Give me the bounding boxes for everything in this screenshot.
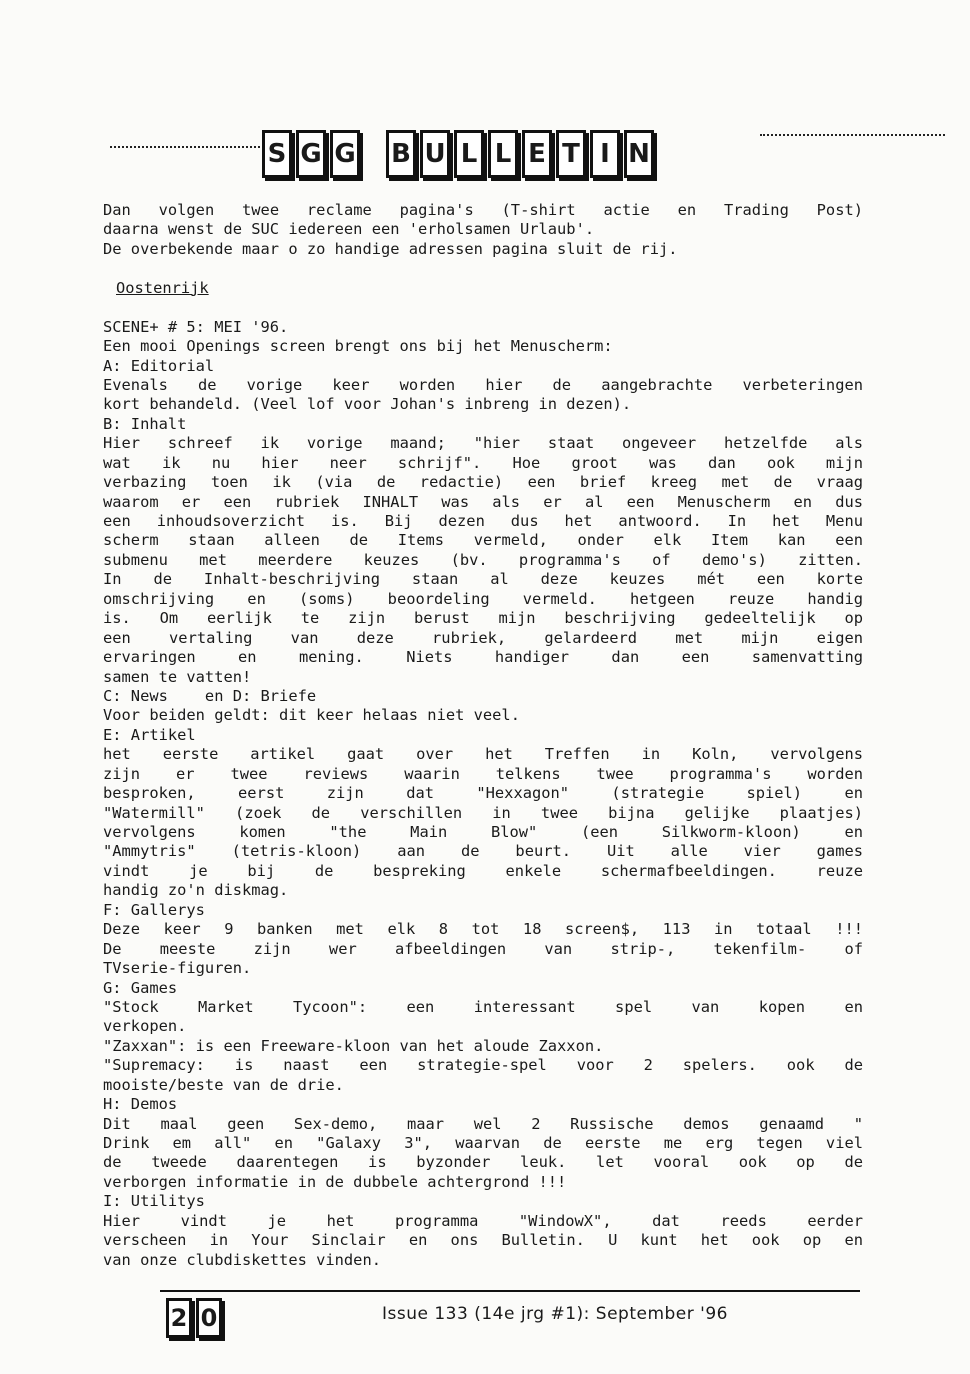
- body-line: de tweede daarentegen is byzonder leuk. let vooral ook op de: [103, 1153, 863, 1172]
- body-line: Dan volgen twee reclame pagina's (T-shirt actie en Trading Post): [103, 201, 863, 219]
- body-line: is. Om eerlijk te zijn berust mijn beschrijving gedeeltelijk op: [103, 609, 863, 628]
- body-line: G: Games: [103, 978, 178, 997]
- body-line: SCENE+ # 5: MEI '96.: [103, 317, 289, 336]
- body-line: verbazing toen ik (via de redactie) een brief kreeg met de vraag: [103, 473, 863, 492]
- sgg-bulletin-logo: [262, 130, 680, 178]
- body-line: scherm staan alleen de Items vermeld, onder elk Item kan een: [103, 531, 863, 550]
- body-line: waarom er een rubriek INHALT was als er al een Menuscherm en dus: [103, 492, 863, 511]
- page-footer: [160, 1290, 860, 1340]
- body-line: Hier schreef ik vorige maand; "hier staat ongeveer hetzelfde als: [103, 434, 863, 453]
- body-line: omschrijving en (soms) beoordeling vermeld. hetgeen reuze handig: [103, 589, 863, 608]
- body-line: submenu met meerdere keuzes (bv. programma's of demo's) zitten.: [103, 550, 863, 569]
- body-line: een vertaling van deze rubriek, gelardeerd met mijn eigen: [103, 628, 863, 647]
- body-line: besproken, eerst zijn dat "Hexxagon" (strategie spiel) en: [103, 784, 863, 803]
- body-line: het eerste artikel gaat over het Treffen in Koln, vervolgens: [103, 745, 863, 764]
- body-line: van onze clubdiskettes vinden.: [103, 1250, 381, 1269]
- logo-letter: L: [488, 130, 518, 178]
- body-line: A: Editorial: [103, 356, 215, 375]
- body-line: verkopen.: [103, 1017, 187, 1036]
- body-line: De overbekende maar o zo handige adressen pagina sluit de rij.: [103, 239, 678, 258]
- body-line: Dit maal geen Sex-demo, maar wel 2 Russische demos genaamd ": [103, 1114, 863, 1133]
- logo-letter: L: [454, 130, 484, 178]
- body-line: E: Artikel: [103, 725, 196, 744]
- logo-word-sgg: [262, 130, 364, 178]
- blank-line: [103, 298, 863, 317]
- footer-rule: [160, 1290, 860, 1292]
- body-line: Voor beiden geldt: dit keer helaas niet veel.: [103, 706, 520, 725]
- logo-word-bulletin: [386, 130, 658, 178]
- body-line: De meeste zijn wer afbeeldingen van strip-, tekenfilm- of: [103, 939, 863, 958]
- logo-letter: N: [624, 130, 654, 178]
- body-line: een inhoudsoverzicht is. Bij dezen dus het antwoord. In het Menu: [103, 512, 863, 530]
- body-line: Deze keer 9 banken met elk 8 tot 18 screen$, 113 in totaal !!!: [103, 920, 863, 939]
- body-line: zijn er twee reviews waarin telkens twee programma's worden: [103, 764, 863, 783]
- body-line: "Stock Market Tycoon": een interessant spel van kopen en: [103, 997, 863, 1016]
- blank-line: [103, 259, 863, 278]
- header-rule-right: [760, 134, 945, 136]
- body-line: vervolgens komen "the Main Blow" (een Silkworm-kloon) en: [103, 823, 863, 841]
- body-line: mooiste/beste van de drie.: [103, 1075, 344, 1094]
- body-line: TVserie-figuren.: [103, 959, 252, 978]
- logo-letter: B: [386, 130, 416, 178]
- body-line: verscheen in Your Sinclair en ons Bulletin. U kunt het ook op en: [103, 1231, 863, 1250]
- section-heading: Oostenrijk: [116, 278, 209, 297]
- header-rule-left: [110, 146, 260, 148]
- body-line: samen te vatten!: [103, 667, 252, 686]
- page-digit: 0: [196, 1298, 222, 1338]
- body-line: B: Inhalt: [103, 414, 187, 433]
- logo-letter: E: [522, 130, 552, 178]
- body-line: H: Demos: [103, 1095, 178, 1114]
- body-line: verborgen informatie in de dubbele achtergrond !!!: [103, 1172, 567, 1191]
- page-digit: 2: [166, 1298, 192, 1338]
- body-line: "Zaxxan": is een Freeware-kloon van het aloude Zaxxon.: [103, 1036, 604, 1055]
- body-line: Hier vindt je het programma "WindowX", dat reeds eerder: [103, 1211, 863, 1230]
- logo-letter: G: [330, 130, 360, 178]
- body-line: wat ik nu hier neer schrijf". Hoe groot was dan ook mijn: [103, 453, 863, 472]
- body-line: daarna wenst de SUC iedereen een 'erholsamen Urlaub'.: [103, 220, 595, 239]
- logo-letter: U: [420, 130, 450, 178]
- body-line: Drink em all" en "Galaxy 3", waarvan de eerste me erg tegen viel: [103, 1134, 863, 1152]
- article-body: [103, 201, 863, 1270]
- body-line: "Ammytris" (tetris-kloon) aan de beurt. Uit alle vier games: [103, 842, 863, 861]
- issue-info: Issue 133 (14e jrg #1): September '96: [382, 1304, 728, 1324]
- body-line: ervaringen en mening. Niets handiger dan een samenvatting: [103, 648, 863, 667]
- body-line: vindt je bij de bespreking enkele schermafbeeldingen. reuze: [103, 861, 863, 880]
- body-line: F: Gallerys: [103, 900, 205, 919]
- body-line: C: News en D: Briefe: [103, 686, 317, 705]
- body-line: In de Inhalt-beschrijving staan al deze keuzes mét een korte: [103, 570, 863, 589]
- body-line: I: Utilitys: [103, 1192, 205, 1211]
- logo-letter: I: [590, 130, 620, 178]
- body-line: "Watermill" (zoek de verschillen in twee bijna gelijke plaatjes): [103, 803, 863, 822]
- body-line: "Supremacy: is naast een strategie-spel voor 2 spelers. ook de: [103, 1056, 863, 1075]
- body-line: Een mooi Openings screen brengt ons bij het Menuscherm:: [103, 337, 613, 356]
- logo-letter: T: [556, 130, 586, 178]
- body-line: handig zo'n diskmag.: [103, 881, 289, 900]
- page-number: [166, 1298, 226, 1338]
- body-line: kort behandeld. (Veel lof voor Johan's inbreng in dezen).: [103, 395, 632, 414]
- logo-letter: S: [262, 130, 292, 178]
- bulletin-header: [110, 126, 840, 192]
- body-line: Evenals de vorige keer worden hier de aangebrachte verbeteringen: [103, 375, 863, 394]
- logo-letter: G: [296, 130, 326, 178]
